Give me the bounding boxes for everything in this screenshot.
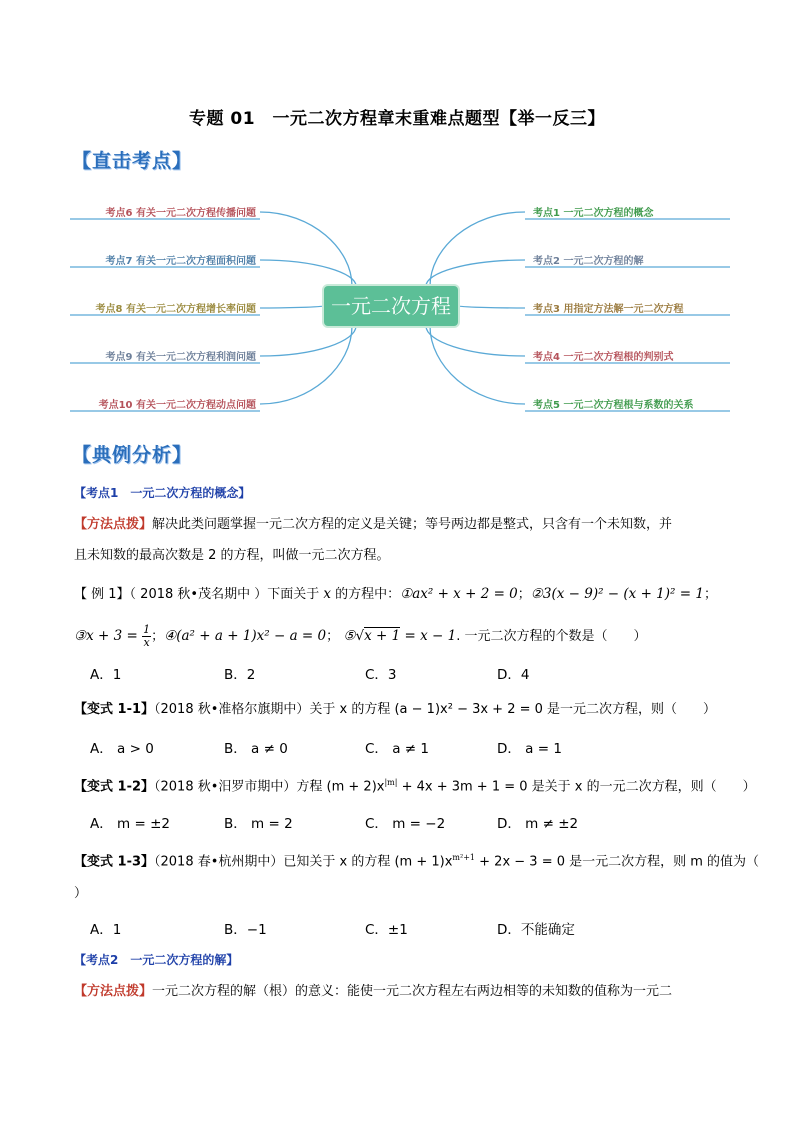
section-banner-direct: 【直击考点】: [72, 150, 193, 172]
variant-1-1: [74, 699, 716, 720]
mindmap-node-left: 考点8 有关一元二次方程增长率问题: [95, 304, 256, 315]
method-text: 解决此类问题掌握一元二次方程的定义是关键；等号两边都是整式，只含有一个未知数，并: [152, 517, 673, 532]
equation-3: ③x + 3 =: [74, 628, 138, 644]
variant-tag: 【变式 1-1】: [74, 702, 155, 717]
separator: ；: [517, 587, 531, 602]
option-a[interactable]: A．1: [90, 667, 122, 683]
example-text: 的方程中：: [330, 587, 401, 602]
mindmap: [70, 185, 730, 425]
example-tag: 【 例 1】: [74, 587, 130, 602]
example-question: . 一元二次方程的个数是（ ）: [456, 629, 647, 644]
var-x: x: [323, 586, 331, 602]
mindmap-branch-left: [260, 212, 352, 286]
option-c[interactable]: C． m = −2: [365, 816, 446, 832]
mindmap-branch-left: [260, 326, 352, 404]
example-text: 下面关于: [267, 587, 324, 602]
option-a[interactable]: A． m = ±2: [90, 816, 170, 832]
separator: ；: [151, 629, 165, 644]
kp2-method-line1: [74, 981, 672, 1002]
exponent: |m|: [384, 778, 398, 787]
mindmap-branch-right: [426, 260, 525, 286]
method-text: 一元二次方程的解（根）的意义：能使一元二次方程左右两边相等的未知数的值称为一元二: [152, 984, 673, 999]
mindmap-branch-left: [260, 260, 356, 286]
variant-text: （2018 秋•汨罗市期中）方程 (m + 2)x: [154, 779, 385, 795]
example1-line1: [74, 584, 717, 605]
example1-line2: [74, 624, 647, 650]
equation-4: ④(a² + a + 1)x² − a = 0: [164, 628, 327, 644]
mindmap-node-left: 考点9 有关一元二次方程利润问题: [105, 352, 256, 363]
mindmap-branch-left: [260, 306, 324, 308]
mindmap-node-left: 考点6 有关一元二次方程传播问题: [105, 208, 256, 219]
variant-1-1-options: [0, 737, 794, 757]
mindmap-branch-right: [426, 326, 525, 356]
option-b[interactable]: B．2: [224, 667, 256, 683]
equation-5: ⑤√x + 1 = x − 1: [343, 628, 457, 644]
mindmap-node-right: 考点4 一元二次方程根的判别式: [533, 352, 674, 363]
equation-2: ②3(x − 9)² − (x + 1)² = 1: [530, 586, 704, 602]
variant-text: + 2x − 3 = 0 是一元二次方程，则 m 的值为（: [475, 854, 760, 870]
page-title: 专题 01 一元二次方程章末重难点题型【举一反三】: [188, 109, 606, 129]
equation-1: ①ax² + x + 2 = 0: [400, 586, 518, 602]
mindmap-node-left: 考点10 有关一元二次方程动点问题: [98, 400, 256, 411]
mindmap-center: 一元二次方程: [324, 286, 458, 326]
option-c[interactable]: C．3: [365, 667, 397, 683]
example1-options: [0, 663, 794, 683]
separator: ；: [326, 629, 340, 644]
mindmap-node-right: 考点2 一元二次方程的解: [533, 256, 644, 267]
mindmap-branch-left: [260, 326, 356, 356]
option-a[interactable]: A．1: [90, 922, 122, 938]
variant-1-3: [74, 848, 759, 873]
variant-tag: 【变式 1-3】: [74, 854, 155, 870]
option-d[interactable]: D． m ≠ ±2: [497, 816, 579, 832]
variant-text: （2018 春•杭州期中）已知关于 x 的方程 (m + 1)x: [154, 854, 453, 870]
fraction-1-over-x: $\frac{1}{x}$: [143, 623, 151, 649]
variant-text: + 4x + 3m + 1 = 0 是关于 x 的一元二次方程，则（ ）: [397, 779, 756, 795]
mindmap-node-right: 考点5 一元二次方程根与系数的关系: [533, 400, 694, 411]
option-c[interactable]: C． a ≠ 1: [365, 741, 429, 757]
separator: ；: [703, 587, 717, 602]
mindmap-branch-right: [430, 212, 525, 286]
variant-tag: 【变式 1-2】: [74, 779, 155, 795]
kp1-method-line2: 且未知数的最高次数是 2 的方程，叫做一元二次方程。: [74, 548, 390, 563]
variant-1-2: [74, 773, 756, 798]
kp1-method-line1: [74, 514, 672, 535]
mindmap-node-right: 考点3 用指定方法解一元二次方程: [533, 304, 684, 315]
variant-1-2-options: [0, 812, 794, 832]
method-tag: 【方法点拨】: [74, 517, 153, 532]
mindmap-node-left: 考点7 有关一元二次方程面积问题: [105, 256, 256, 267]
option-b[interactable]: B． a ≠ 0: [224, 741, 288, 757]
option-d[interactable]: D． a = 1: [497, 741, 562, 757]
variant-1-3-paren: ）: [74, 886, 88, 901]
option-c[interactable]: C．±1: [365, 922, 408, 938]
variant-text: （2018 秋•准格尔旗期中）关于 x 的方程 (a − 1)x² − 3x + 2 = 0 是一元二次方程，则（ ）: [154, 702, 717, 717]
example-source: （ 2018 秋•茂名期中 ）: [129, 587, 268, 602]
mindmap-node-right: 考点1 一元二次方程的概念: [533, 208, 654, 219]
mindmap-branch-right: [458, 306, 525, 308]
variant-1-3-options: [0, 918, 794, 938]
option-b[interactable]: B．−1: [224, 922, 267, 938]
option-d[interactable]: D．不能确定: [497, 922, 575, 938]
option-d[interactable]: D．4: [497, 667, 530, 683]
option-a[interactable]: A． a > 0: [90, 741, 154, 757]
method-tag: 【方法点拨】: [74, 984, 153, 999]
option-b[interactable]: B． m = 2: [224, 816, 293, 832]
exponent: m²+1: [452, 853, 476, 862]
kp2-heading: 【考点2 一元二次方程的解】: [74, 953, 239, 967]
section-banner-examples: 【典例分析】: [72, 444, 193, 466]
kp1-heading: 【考点1 一元二次方程的概念】: [74, 486, 251, 500]
mindmap-branch-right: [430, 326, 525, 404]
